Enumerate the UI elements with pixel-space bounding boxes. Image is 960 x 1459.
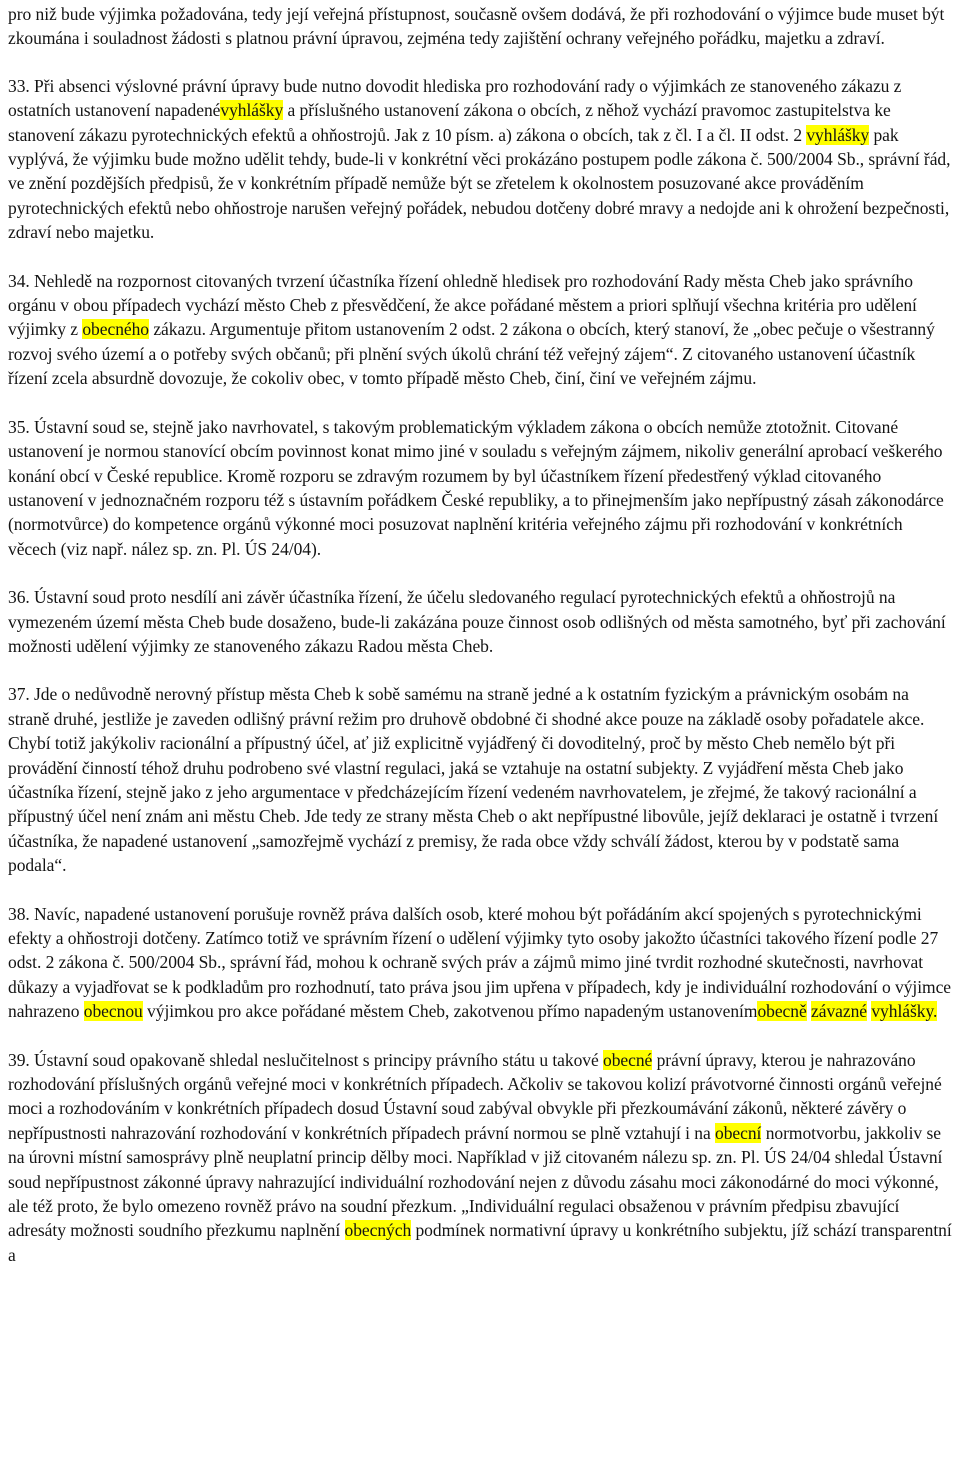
paragraph-37 — [8, 682, 952, 877]
text-segment: zákazu. Argumentuje přitom ustanovením 2 odst. 2 zákona o obcích, který stanoví, že „obec pečuje o všestranný rozvoj svého území a o potřeby svých občanů; při plnění svých úkolů chrání též veřejný zájem“. Z citovaného ustanovení účastník řízení zcela absurdně dovozuje, že cokoliv obec, v tomto případě město Cheb, činí, činí ve veřejném zájmu. — [8, 319, 935, 389]
paragraph-35 — [8, 415, 952, 561]
text-segment: normotvorbu, jakkoliv se na úrovni místní samosprávy plně neuplatní princip dělby moci. Například v již citovaném nálezu sp. zn. Pl. ÚS 24/04 shledal Ústavní soud nepřípustnost zákonné úpravy nahrazující individuální rozhodování nejen z důvodu zásahu moci zákonodárné do moci výkonné, ale též proto, že bylo omezeno rovněž právo na soudní přezkum. „Individuální regulaci obsaženou v právním předpisu zbavující adresáty možnosti soudního přezkumu naplnění — [8, 1122, 943, 1241]
text-segment: pak vyplývá, že výjimku bude možno udělit tehdy, bude-li v konkrétní věci prokázáno postupem podle zákona č. 500/2004 Sb., správní řád, ve znění pozdějších předpisů, že v konkrétním případě nemůže být se zřetelem k okolnostem posuzované akce prováděním pyrotechnických efektů nebo ohňostroje narušen veřejný pořádek, nebudou dotčeny dobré mravy a nedojde ani k ohrožení bezpečnosti, zdraví nebo majetku. — [8, 124, 951, 243]
highlighted-term: obecní — [715, 1122, 762, 1143]
paragraph-34 — [8, 269, 952, 391]
paragraph-36 — [8, 585, 952, 658]
text-segment: 39. Ústavní soud opakovaně shledal neslučitelnost s principy právního státu u takové — [8, 1049, 604, 1070]
text-segment: 38. Navíc, napadené ustanovení porušuje rovněž práva dalších osob, které mohou být pořádáním akcí spojených s pyrotechnickými efekty a ohňostroji dotčeny. Zatímco totiž ve správním řízení o udělení výjimky tyto osoby jakožto účastníci takového řízení podle 27 odst. 2 zákona č. 500/2004 Sb., správní řád, mohou k ochraně svých práv a zájmů mimo jiné tvrdit rozhodné skutečnosti, navrhovat důkazy a vyjadřovat se k podkladům pro rozhodnutí, tato práva jsou jim upřena v případech, kdy je individuální rozhodování o výjimce nahrazeno — [8, 903, 952, 1022]
text-segment: právní úpravy, kterou je nahrazováno rozhodování příslušných orgánů veřejné moci v konkrétních případech. Ačkoliv se takovou kolizí právotvorné činnosti orgánů veřejné moci a rozhodováním v konkrétních případech dosud Ústavní soud zabýval obvykle při přezkoumávání zákonů, některé závěry o nepřípustnosti nahrazování rozhodování v konkrétních případech právní normou se plně vztahují i na — [8, 1049, 942, 1143]
text-segment: 37. Jde o nedůvodně nerovný přístup města Cheb k sobě samému na straně jedné a k ostatním fyzickým a právnickým osobám na straně druhé, jestliže je zaveden odlišný právní režim pro druhově obdobné či shodné akce pouze na základě osoby pořadatele akce. Chybí totiž jakýkoliv racionální a přípustný účel, ať již explicitně vyjádřený či dovoditelný, proč by město Cheb nemělo být při provádění činností téhož druhu podrobeno své vlastní regulaci, jaká se vztahuje na ostatní subjekty. Z vyjádření města Cheb jako účastníka řízení, stejně jako z jeho argumentace v předcházejícím řízení vedeném navrhovatelem, je zřejmé, že takový racionální a přípustný účel není znám ani městu Cheb. Jde tedy ze strany města Cheb o akt nepřípustné libovůle, jejíž deklaraci je ostatně i tvrzení účastníka, že napadené ustanovení „samozřejmě vychází z premisy, že rada obce vždy schválí žádost, kterou by v podstatě sama podala“. — [8, 684, 939, 876]
highlighted-term: závazné — [811, 1001, 868, 1022]
highlighted-term: obecných — [344, 1220, 412, 1241]
highlighted-term: obecně — [757, 1001, 807, 1022]
paragraph-33 — [8, 74, 952, 245]
text-segment: 36. Ústavní soud proto nesdílí ani závěr účastníka řízení, že účelu sledovaného regulací pyrotechnických efektů a ohňostrojů na vymezeném území města Cheb bude dosaženo, bude-li zakázána pouze činnost osob odlišných od města samotného, byť při zachování možnosti udělení výjimky ze stanoveného zákazu Radou města Cheb. — [8, 587, 946, 656]
highlighted-term: obecné — [603, 1049, 653, 1070]
highlighted-term: vyhlášky — [806, 124, 870, 145]
text-segment: 35. Ústavní soud se, stejně jako navrhovatel, s takovým problematickým výkladem zákona o obcích nemůže ztotožnit. Citované ustanovení je normou stanovící obcím povinnost konat mimo jiné v souladu s veřejným zájmem, nikoliv generální aprobací veškerého konání obcí v České republice. Kromě rozporu se zdravým rozumem by byl účastníkem řízení předestřený výklad citovaného ustanovení v jednoznačném rozporu též s ústavním pořádkem České republiky, a to přinejmenším jako nepřípustný zásah zákonodárce (normotvůrce) do kompetence orgánů výkonné moci posuzovat naplnění kritéria veřejného zájmu při rozhodování v konkrétních věcech (viz např. nález sp. zn. Pl. ÚS 24/04). — [8, 416, 944, 559]
highlighted-term: vyhlášky. — [871, 1001, 938, 1022]
text-segment: 34. Nehledě na rozpornost citovaných tvrzení účastníka řízení ohledně hledisek pro rozhodování Rady města Cheb jako správního orgánu v obou případech vychází město Cheb z přesvědčení, že akce pořádané městem a priori splňují všechna kritéria pro udělení výjimky z — [8, 270, 917, 340]
text-segment: podmínek normativní úpravy u konkrétního subjektu, jíž schází transparentní a — [8, 1220, 952, 1265]
highlighted-term: obecnou — [83, 1001, 143, 1022]
text-segment: a příslušného ustanovení zákona o obcích, z něhož vychází pravomoc zastupitelstva ke stanovení zákazu pyrotechnických efektů a ohňostrojů. Jak z 10 písm. a) zákona o obcích, tak z čl. I a čl. II odst. 2 — [8, 100, 891, 145]
highlighted-term: obecného — [82, 319, 150, 340]
paragraph-39 — [8, 1048, 952, 1268]
text-segment: 33. Při absenci výslovné právní úpravy bude nutno dovodit hlediska pro rozhodování rady o výjimkách ze stanoveného zákazu z ostatních ustanovení napadené — [8, 75, 902, 121]
text-segment: výjimkou pro akce pořádané městem Cheb, zakotvenou přímo napadeným ustanovením — [142, 1001, 758, 1022]
paragraph-continuation — [8, 2, 952, 51]
text-segment: pro niž bude výjimka požadována, tedy její veřejná přístupnost, současně ovšem dodává, že při rozhodování o výjimce bude muset být zkoumána i souladnost žádosti s platnou právní úpravou, zejména tedy zajištění ochrany veřejného pořádku, majetku a zdraví. — [8, 4, 945, 49]
highlighted-term: vyhlášky — [220, 100, 284, 121]
paragraph-38 — [8, 902, 952, 1024]
